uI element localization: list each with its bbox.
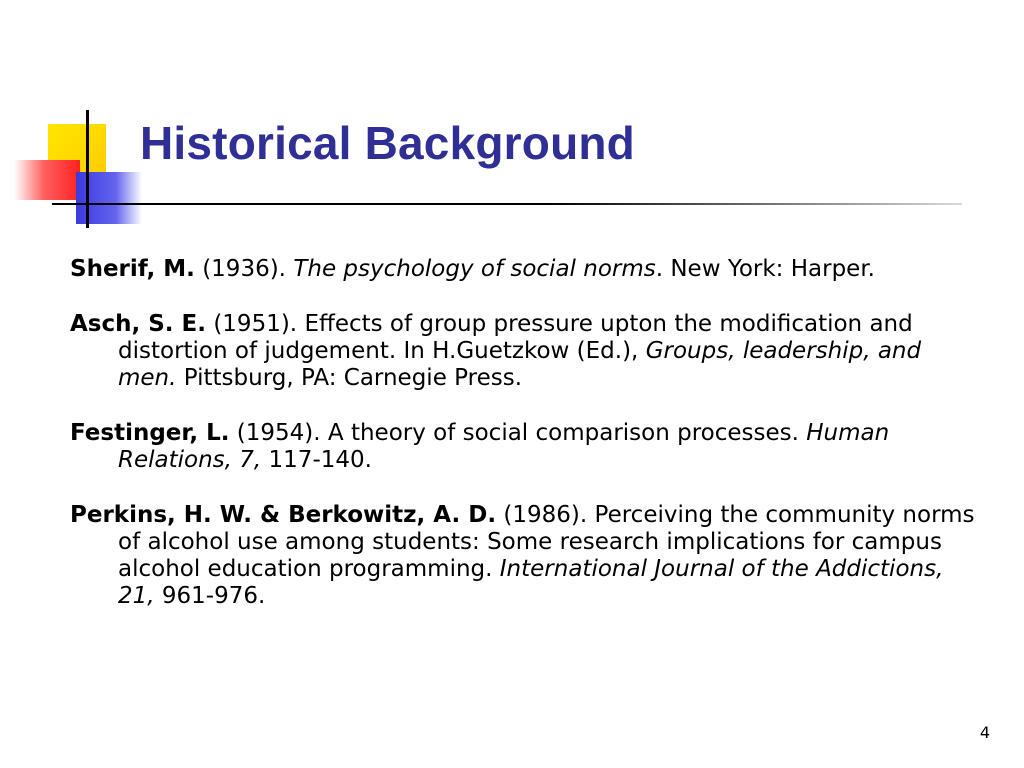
reference-author: Asch, S. E. bbox=[70, 311, 207, 337]
title-underline-rule bbox=[52, 203, 962, 205]
reference-year: (1986). bbox=[496, 502, 595, 528]
reference-text: 961-976. bbox=[154, 583, 266, 609]
reference-text: 117-140. bbox=[261, 447, 372, 473]
reference-item bbox=[70, 420, 980, 474]
red-square-shape bbox=[14, 160, 80, 200]
reference-year: (1936). bbox=[194, 256, 294, 282]
reference-author: Perkins, H. W. & Berkowitz, A. D. bbox=[70, 502, 497, 528]
reference-italic: International Journal of the Addictions, 21, bbox=[118, 556, 944, 609]
reference-year: (1954). bbox=[229, 420, 328, 446]
vertical-rule bbox=[86, 110, 89, 228]
page-number: 4 bbox=[979, 723, 990, 742]
slide-title: Historical Background bbox=[140, 117, 635, 169]
reference-italic: Human Relations, 7, bbox=[118, 420, 890, 473]
reference-item bbox=[70, 256, 980, 283]
reference-text: Perceiving the community norms of alcohol use among students: Some research implications for campus alcohol education programming. bbox=[118, 502, 975, 582]
reference-author: Festinger, L. bbox=[70, 420, 230, 446]
reference-italic: Groups, leadership, and men. bbox=[118, 338, 922, 391]
reference-text: . New York: Harper. bbox=[655, 256, 875, 282]
reference-author: Sherif, M. bbox=[70, 256, 195, 282]
reference-list bbox=[70, 256, 980, 638]
reference-text: A theory of social comparison processes. bbox=[327, 420, 807, 446]
reference-italic: The psychology of social norms bbox=[293, 256, 656, 282]
reference-text: Pittsburg, PA: Carnegie Press. bbox=[176, 365, 523, 391]
reference-item bbox=[70, 311, 980, 392]
reference-year: (1951). bbox=[206, 311, 305, 337]
reference-text: Effects of group pressure upton the modification and distortion of judgement. In H.Guetzkow (Ed.), bbox=[118, 311, 913, 364]
reference-item bbox=[70, 502, 980, 610]
